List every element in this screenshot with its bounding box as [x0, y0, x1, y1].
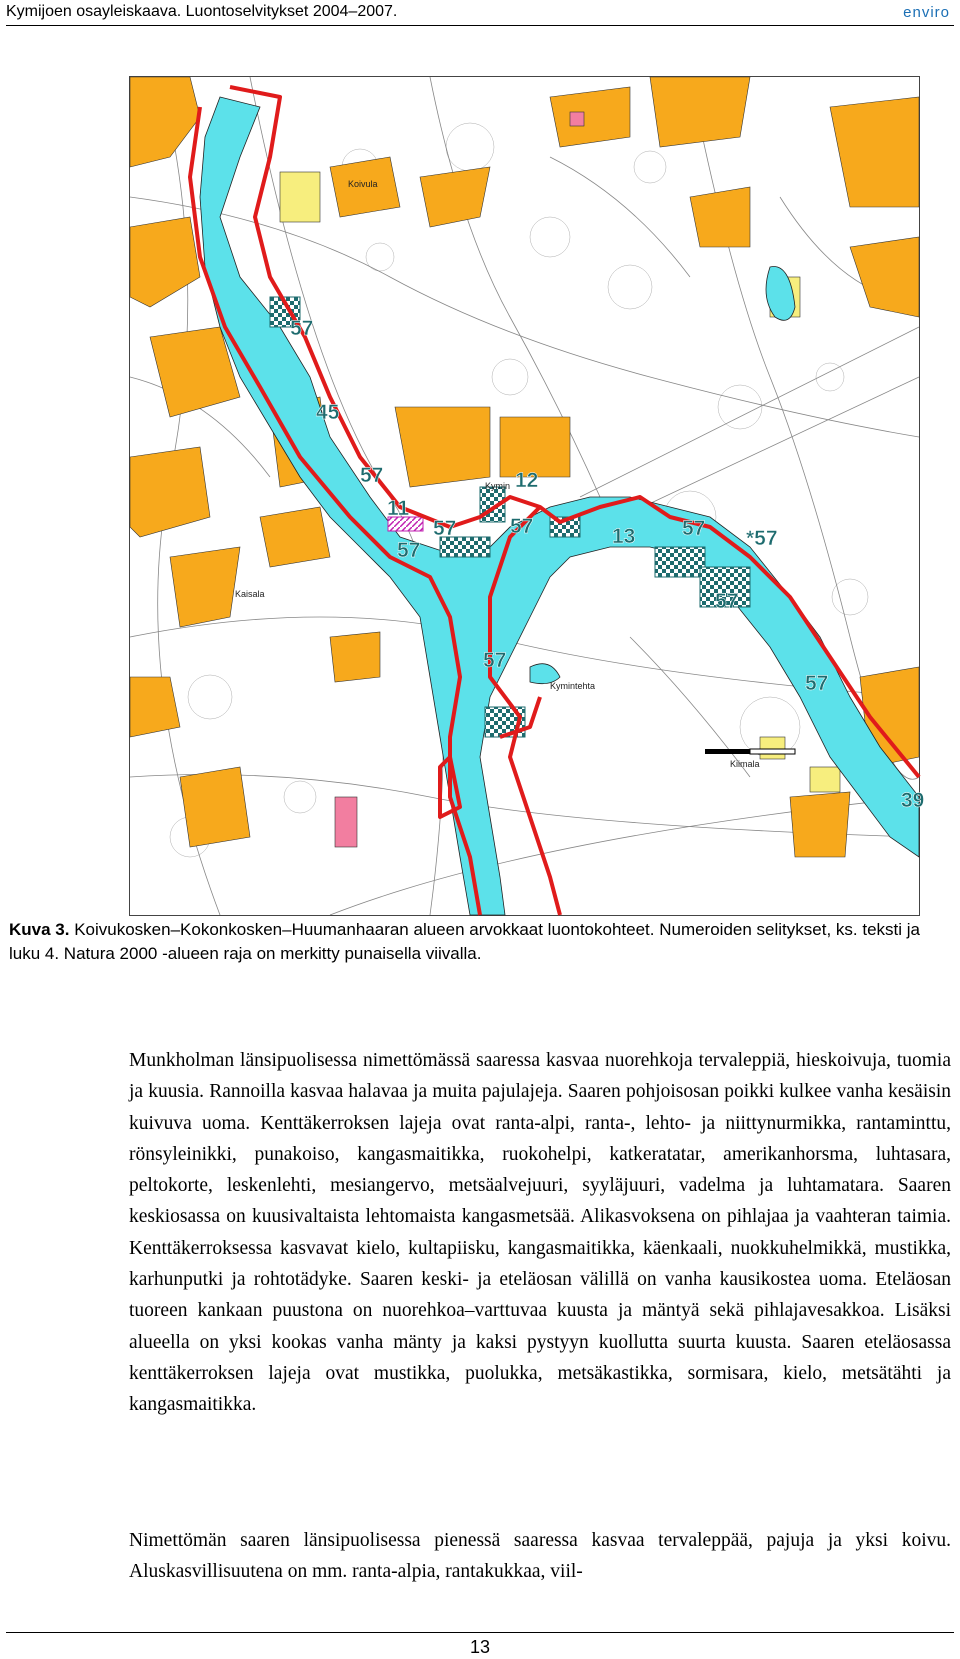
running-title: Kymijoen osayleiskaava. Luontoselvitykset 2004–2007. — [6, 3, 398, 20]
body-paragraph: Nimettömän saaren länsipuolisessa pienessä saaressa kasvaa tervaleppää, pajuja ja yksi koivu. Aluskasvillisuutena on mm. ranta-alpia, rantakukkaa, viil- — [129, 1530, 951, 1583]
site-number: 11 — [387, 497, 410, 520]
place-name: Kiimala — [730, 759, 760, 769]
site-number: 57 — [805, 672, 829, 695]
page-footer — [6, 1632, 954, 1658]
figure-caption — [9, 918, 949, 966]
header-rule — [6, 25, 954, 26]
site-number: 12 — [515, 469, 539, 492]
place-name: Koivula — [348, 179, 378, 189]
site-number: 45 — [316, 401, 340, 424]
page-header — [6, 0, 954, 26]
site-number: 57 — [360, 464, 384, 487]
site-number: 57 — [397, 539, 421, 562]
caption-text: Koivukosken–Kokonkosken–Huumanhaaran alueen arvokkaat luontokohteet. Numeroiden selitykset, ks. teksti ja luku 4. Natura 2000 -alueen raja on merkitty punaisella viivalla. — [9, 920, 920, 963]
site-number: 39 — [901, 789, 925, 812]
site-number: 57 — [483, 649, 507, 672]
caption-label: Kuva 3. — [9, 920, 70, 939]
page-number: 13 — [469, 1637, 491, 1657]
place-name: Kaisala — [235, 589, 265, 599]
site-number: 57 — [290, 317, 314, 340]
site-number: *57 — [746, 527, 778, 550]
place-name: Kymin — [485, 481, 511, 491]
site-number: 57 — [682, 517, 706, 540]
site-number: 13 — [612, 525, 636, 548]
site-number: 57 — [715, 590, 739, 613]
site-number: 57 — [433, 517, 457, 540]
footer-rule — [6, 1632, 954, 1633]
body-paragraph: Munkholman länsipuolisessa nimettömässä saaressa kasvaa nuorehkoja tervaleppiä, hieskoivuja, tuomia ja kuusia. Rannoilla kasvaa halavaa ja muita pajulajeja. Saaren pohjoisosan poikki kulkee vanha kesäisin kuivuva uoma. Kenttäkerroksen lajeja ovat ranta-alpi, ranta-, lehto- ja niittynurmikka, rantaminttu, rönsyleinikki, punakoiso, kangasmaitikka, ruokohelpi, katkeratatar, amerikanhorsma, luhtasara, peltokorte, leskenlehti, mesiangervo, metsäalvejuuri, syyläjuuri, vadelma ja luhtamatara. Saaren keskiosassa on kuusivaltaista lehtomaista kangasmetsää. Alikasvoksena on pihlajaa ja vaahteran taimia. Kenttäkerroksessa kasvavat kielo, kultapiisku, kangasmaitikka, käenkaali, nuokkuhelmikkä, mustikka, karhunputki ja rohtotädyke. Saaren keski- ja eteläosan välillä on vanha kausikostea uoma. Eteläosan tuoreen kankaan puustona on nuorehkoa–varttuvaa kuusta ja mäntyä sekä pihlajavesakkoa. Lisäksi alueella on yksi kookas vanha mänty ja kaksi pystyyn kuollutta suurta kuusta. Saaren eteläosassa kenttäkerroksen lajeja ovat mustikka, puolukka, metsäkastikka, sormisara, kielo, metsätähti ja kangasmaitikka. — [129, 1050, 951, 1416]
site-number: 57 — [510, 515, 534, 538]
place-name: Kymintehta — [550, 681, 596, 691]
map-figure — [129, 76, 925, 916]
enviro-logo: enviro — [903, 4, 950, 21]
scale-bar — [705, 749, 795, 754]
map-svg — [130, 77, 925, 915]
